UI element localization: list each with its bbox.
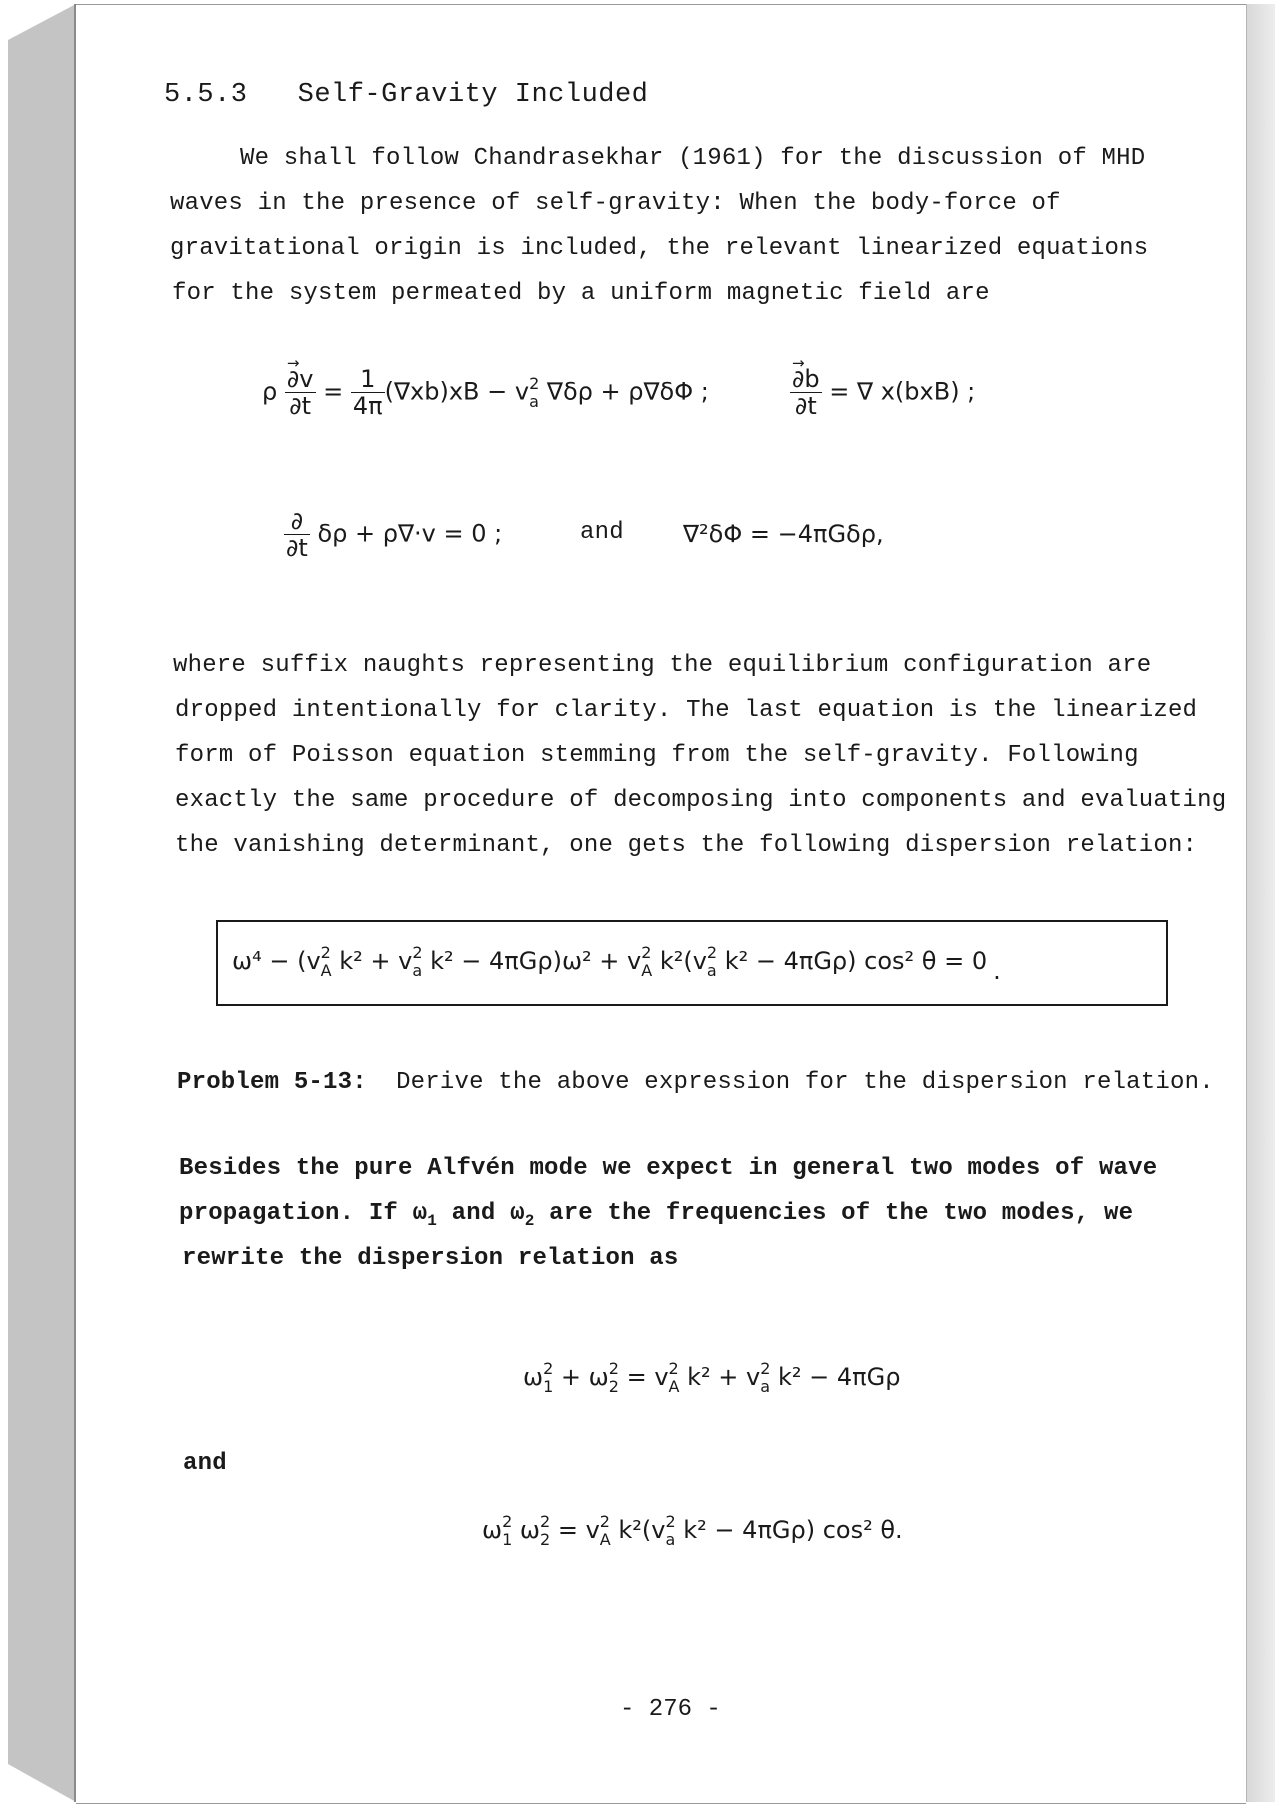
body-line-3: form of Poisson equation stemming from the self-gravity. Following	[175, 742, 1139, 769]
section-heading	[164, 80, 648, 110]
continuity-equation: $\frac{\partial}{\partial t}$ δρ + ρ∇·v = 0 ;	[286, 507, 503, 562]
frequency-product-equation: ω 2 1 ω 2 2 = v 2 A k²(v 2 a k² − 4πGρ) cos² θ.	[482, 1512, 903, 1549]
besides-line-3: rewrite the dispersion relation as	[182, 1245, 679, 1272]
body-line-1: where suffix naughts representing the equilibrium configuration are	[173, 652, 1152, 679]
page-edge-shadow	[1246, 4, 1275, 1802]
section-number: 5.5.3	[164, 80, 248, 110]
page-number: - 276 -	[620, 1696, 721, 1723]
and-label: and	[183, 1450, 227, 1477]
body-line-5: the vanishing determinant, one gets the following dispersion relation:	[175, 832, 1198, 859]
one-over-4pi: $\frac{1}{4\pi}$	[352, 365, 383, 420]
momentum-equation: ρ → $\frac{\partial v}{\partial t}$ = $\frac{1}{4\pi}$ (∇xb)xB − v 2 a ∇δρ + ρ∇δΦ ;	[262, 366, 709, 419]
besides-line-1: Besides the pure Alfvén mode we expect in general two modes of wave	[179, 1155, 1158, 1182]
problem-label: Problem 5-13:	[177, 1069, 367, 1096]
intro-line-4: for the system permeated by a uniform magnetic field are	[172, 280, 990, 307]
dispersion-relation: ω⁴ − (v 2 A k² + v 2 a k² − 4πGρ)ω² + v 2 A k²(v 2 a k² − 4πGρ) cos² θ = 0 .	[232, 943, 1001, 985]
poisson-equation: ∇²δΦ = −4πGδρ,	[683, 520, 884, 548]
book-spine	[0, 0, 76, 1806]
intro-line-3: gravitational origin is included, the relevant linearized equations	[170, 235, 1149, 262]
besides-line-2: propagation. If $\omega_1$ and $\omega_2$ are the frequencies of the two modes, we	[179, 1200, 1134, 1230]
d-dt-fraction: $\frac{\partial}{\partial t}$	[286, 507, 308, 562]
intro-line-1: We shall follow Chandrasekhar (1961) for the discussion of MHD	[240, 145, 1146, 172]
frequency-sum-equation: ω 2 1 + ω 2 2 = v 2 A k² + v 2 a k² − 4πGρ	[523, 1359, 901, 1396]
induction-equation: → $\frac{\partial b}{\partial t}$ = ∇ x(bxB) ;	[790, 366, 975, 419]
body-line-2: dropped intentionally for clarity. The last equation is the linearized	[175, 697, 1198, 724]
section-title: Self-Gravity Included	[297, 80, 649, 110]
problem-text: Derive the above expression for the dispersion relation.	[396, 1069, 1214, 1096]
and-connector: and	[580, 519, 624, 546]
db-dt-fraction: → $\frac{\partial b}{\partial t}$	[790, 366, 822, 419]
problem-5-13	[177, 1060, 1214, 1105]
intro-line-2: waves in the presence of self-gravity: When the body-force of	[170, 190, 1061, 217]
body-line-4: exactly the same procedure of decomposing into components and evaluating	[175, 787, 1227, 814]
dv-dt-fraction: → $\frac{\partial v}{\partial t}$	[285, 366, 316, 419]
